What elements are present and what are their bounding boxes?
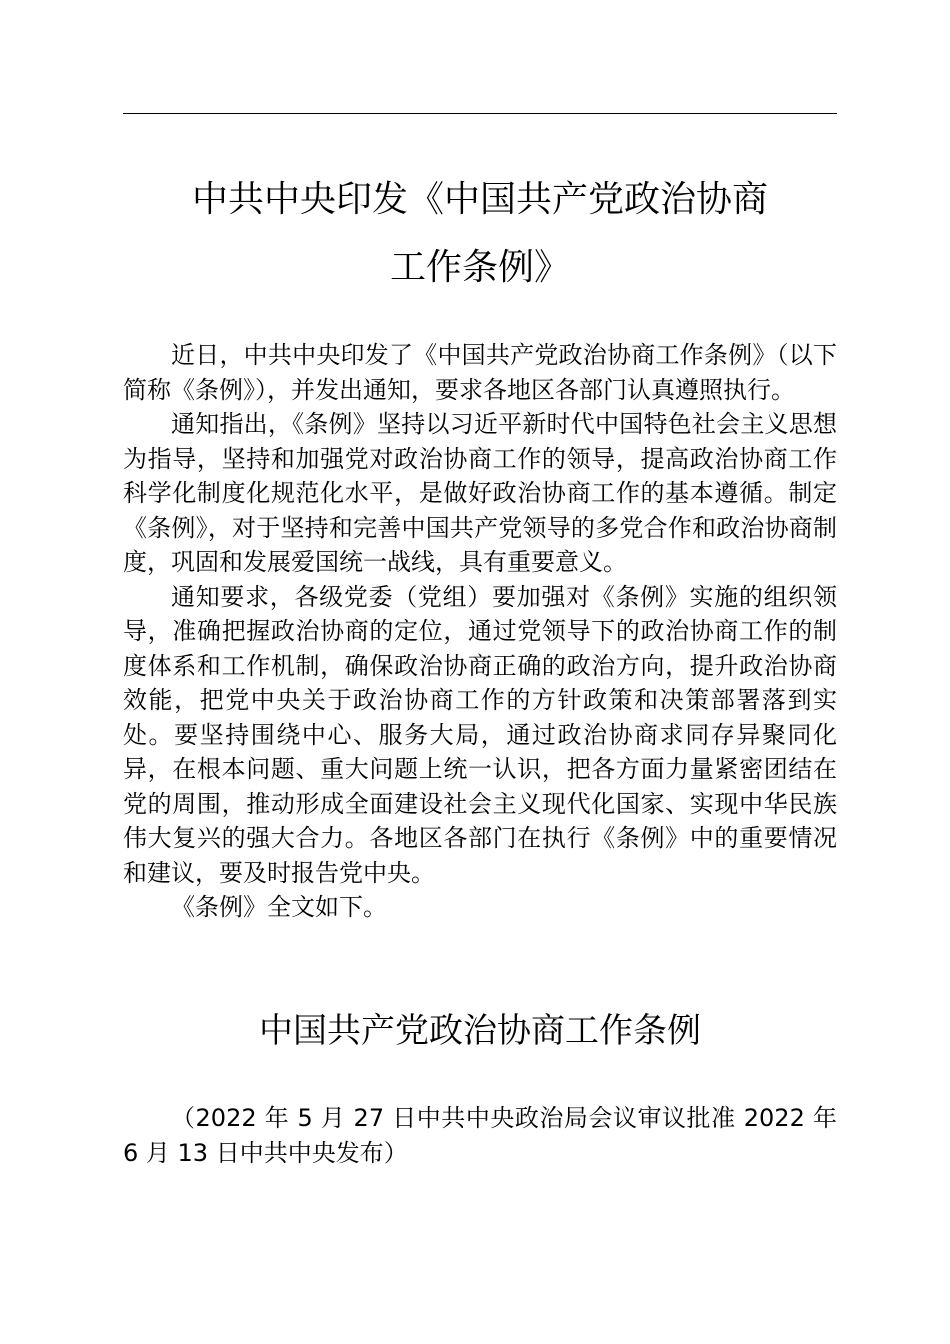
document-title-line2: 工作条例》 bbox=[389, 247, 570, 288]
document-title-line1: 中共中央印发《中国共产党政治协商 bbox=[191, 179, 768, 220]
approval-date-note: （2022 年 5 月 27 日中共中央政治局会议审议批准 2022 年 6 月 13 日中共中央发布） bbox=[123, 1104, 837, 1167]
body-paragraph-2: 通知指出，《条例》坚持以习近平新时代中国特色社会主义思想为指导，坚持和加强党对政治协商工作的领导，提高政治协商工作科学化制度化规范化水平，是做好政治协商工作的基本遵循。制定《条例》，对于坚持和完善中国共产党领导的多党合作和政治协商制度，巩固和发展爱国统一战线，具有重要意义。 bbox=[123, 410, 837, 576]
body-paragraph-1: 近日，中共中央印发了《中国共产党政治协商工作条例》（以下简称《条例》），并发出通知，要求各地区各部门认真遵照执行。 bbox=[123, 341, 837, 404]
body-paragraph-4: 《条例》全文如下。 bbox=[171, 893, 387, 921]
body-paragraph-3: 通知要求，各级党委（党组）要加强对《条例》实施的组织领导，准确把握政治协商的定位，通过党领导下的政治协商工作的制度体系和工作机制，确保政治协商正确的政治方向，提升政治协商效能，把党中央关于政治协商工作的方针政策和决策部署落到实处。要坚持围绕中心、服务大局，通过政治协商求同存异聚同化异，在根本问题、重大问题上统一认识，把各方面力量紧密团结在党的周围，推动形成全面建设社会主义现代化国家、实现中华民族伟大复兴的强大合力。各地区各部门在执行《条例》中的重要情况和建议，要及时报告党中央。 bbox=[123, 582, 837, 887]
regulation-title: 中国共产党政治协商工作条例 bbox=[259, 1011, 701, 1051]
document-body bbox=[123, 338, 837, 925]
header-rule bbox=[123, 113, 837, 114]
